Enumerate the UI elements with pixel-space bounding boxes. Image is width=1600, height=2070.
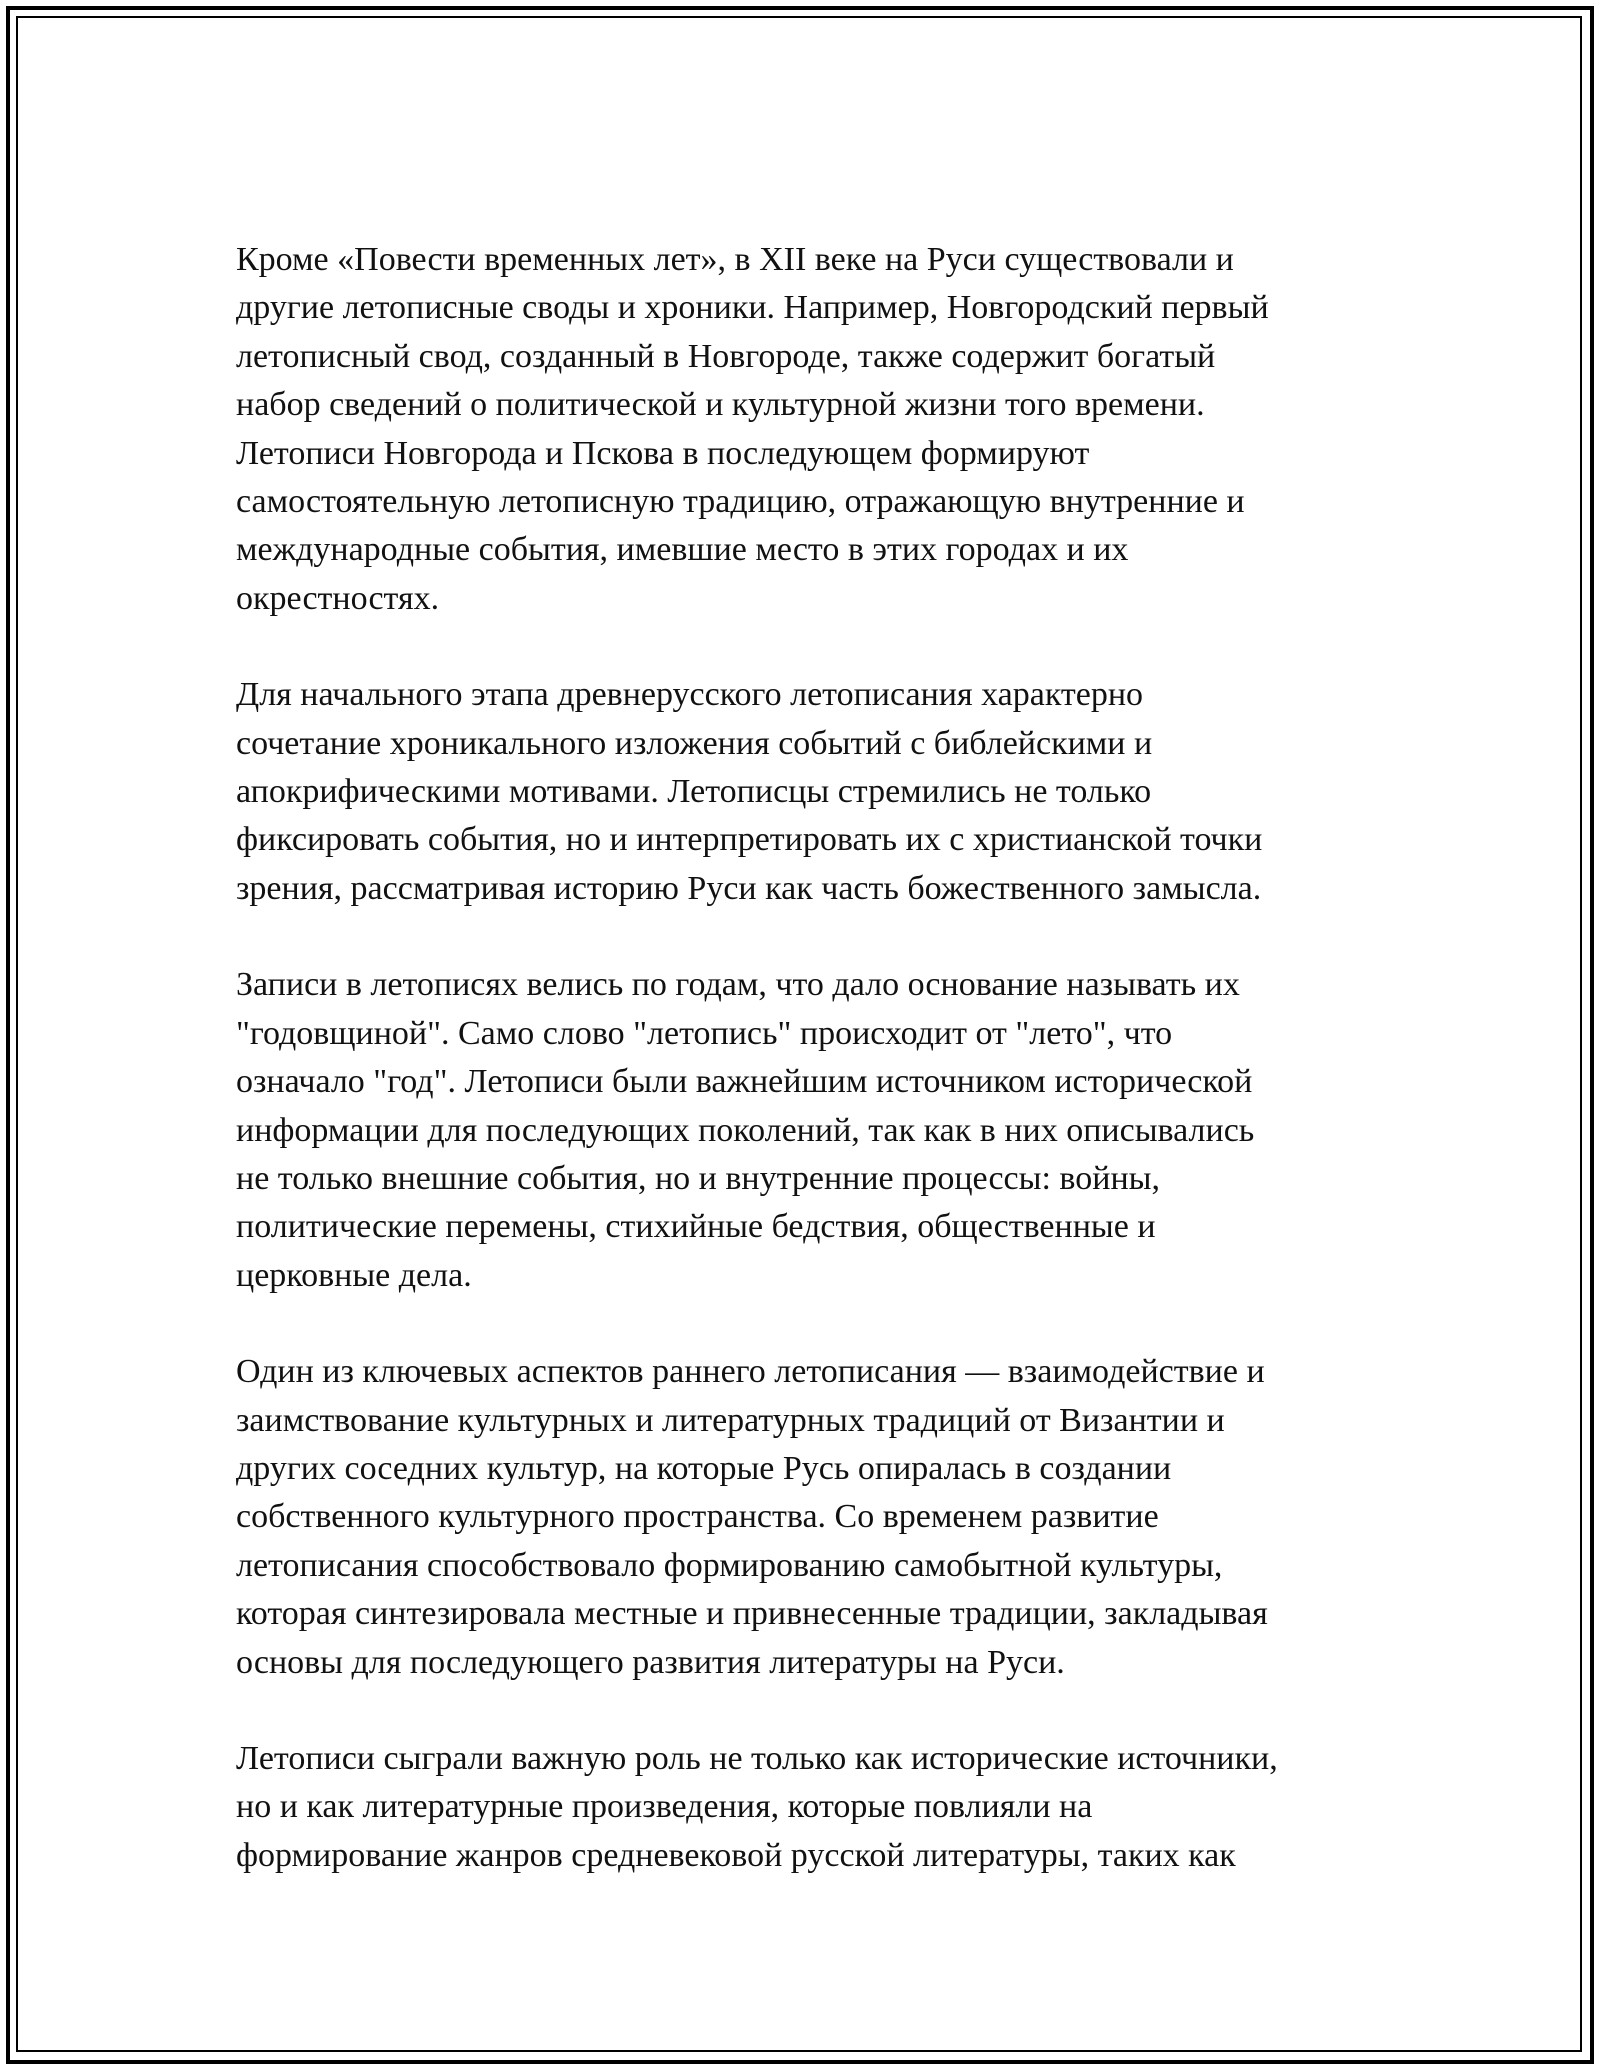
paragraph-1: Кроме «Повести временных лет», в XII веке на Руси существовали и другие летописные своды и хроники. Например, Новгородский первый летописный свод, созданный в Новгороде, также содержит богатый набор сведений о политической и культурной жизни того времени. Летописи Новгорода и Пскова в последующем формируют самостоятельную летописную традицию, отражающую внутренние и международные события, имевшие место в этих городах и их окрестностях. [236, 241, 1269, 617]
paragraph-2: Для начального этапа древнерусского летописания характерно сочетание хроникального изложения событий с библейскими и апокрифическими мотивами. Летописцы стремились не только фиксировать события, но и интерпретировать их с христианской точки зрения, рассматривая историю Руси как часть божественного замысла. [236, 676, 1263, 907]
document-body [236, 236, 1376, 1928]
paragraph-5: Летописи сыграли важную роль не только как исторические источники, но и как литературные произведения, которые повлияли на формирование жанров средневековой русской литературы, таких как [236, 1739, 1278, 1874]
paragraph-3: Записи в летописях велись по годам, что дало основание называть их "годовщиной". Само слово "летопись" происходит от "лето", что означало "год". Летописи были важнейшим источником исторической информации для последующих поколений, так как в них описывались не только внешние события, но и внутренние процессы: войны, политические перемены, стихийные бедствия, общественные и церковные дела. [236, 966, 1255, 1294]
paragraph-4: Один из ключевых аспектов раннего летописания — взаимодействие и заимствование культурных и литературных традиций от Византии и других соседних культур, на которые Русь опиралась в создании собственного культурного пространства. Со временем развитие летописания способствовало формированию самобытной культуры, которая синтезировала местные и привнесенные традиции, закладывая основы для последующего развития литературы на Руси. [236, 1353, 1268, 1681]
